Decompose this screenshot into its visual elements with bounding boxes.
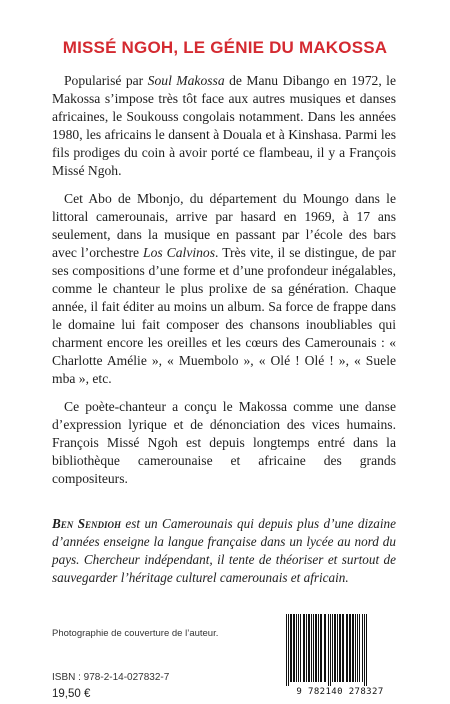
barcode-bar <box>349 614 351 682</box>
barcode-bar <box>339 614 341 682</box>
barcode-bar <box>288 614 289 686</box>
barcode-bars <box>280 614 400 686</box>
barcode-bar <box>290 614 292 682</box>
barcode <box>280 614 400 698</box>
paragraph-2 <box>52 190 396 388</box>
barcode-bar <box>320 614 322 682</box>
barcode-bar <box>293 614 295 682</box>
paragraph-1-rest: de Manu Dibango en 1972, le Makossa s’impose très tôt face aux autres musiques et danses africaines, le Soukouss congolais notamment. Dans les années 1980, les africains le dansent à Douala et à Kinshasa. Parmi les fils prodiges du coin à avoir porté ce flambeau, il y a François Missé Ngoh. <box>52 73 396 178</box>
book-title: MISSÉ NGOH, LE GÉNIE DU MAKOSSA <box>62 38 388 57</box>
summary-text <box>52 72 396 488</box>
barcode-bar <box>306 614 307 682</box>
barcode-bar <box>324 614 326 682</box>
barcode-number: 9 782140 278327 <box>296 687 384 697</box>
band-name-los-calvinos: Los Calvinos <box>143 245 216 260</box>
barcode-bar <box>342 614 344 682</box>
barcode-bar <box>364 614 365 686</box>
paragraph-2-intro: Cet Abo de Mbonjo, du département du Moungo dans le littoral camerounais, arrive par hasard en 1969, à 17 ans seulement, dans la musique en passant par l’école des bars avec l’orchestre <box>52 191 396 260</box>
barcode-bar <box>315 614 317 682</box>
paragraph-2-rest: . Très vite, il se distingue, de par ses compositions d’une forme et d’une profondeur inégalables, comme le chanteur le plus prolixe de sa génération. Chaque année, il fait éditer au moins un album. Sa force de frappe dans le domaine lui fait composer des chansons inoubliables qui charment encore les oreilles et les cœurs des Camerounais : « Charlotte Amélie », « Muembolo », « Olé ! Olé ! », « Suele mba », etc. <box>52 245 396 386</box>
barcode-bar <box>308 614 310 682</box>
barcode-bar <box>362 614 363 682</box>
barcode-bar <box>318 614 319 682</box>
isbn: ISBN : 978-2-14-027832-7 <box>52 672 170 683</box>
barcode-bar <box>330 614 331 686</box>
barcode-bar <box>359 614 360 682</box>
barcode-bar <box>346 614 348 682</box>
barcode-bar <box>286 614 287 686</box>
paragraph-1-intro: Popularisé par <box>64 73 148 88</box>
barcode-bar <box>300 614 301 682</box>
author-bio <box>52 515 396 587</box>
barcode-bar <box>357 614 358 682</box>
price: 19,50 € <box>52 688 91 700</box>
barcode-bar <box>313 614 314 682</box>
song-title-soul-makossa: Soul Makossa <box>147 73 225 88</box>
barcode-bar <box>366 614 367 686</box>
barcode-bar <box>298 614 299 682</box>
author-bio-text: est un Camerounais qui depuis plus d’une dizaine d’années enseigne la langue française dans un lycée au nord du pays. Chercheur indépendant, il tente de théoriser et surtout de sauvegarder l’héritage culturel camerounais et africain. <box>52 516 396 585</box>
paragraph-3: Ce poète-chanteur a conçu le Makossa comme une danse d’expression lyrique et de dénonciation des vices humains. François Missé Ngoh est depuis longtemps entré dans la bibliothèque camerounaise et africaine des grands compositeurs. <box>52 399 396 486</box>
barcode-bar <box>303 614 305 682</box>
paragraph-1 <box>52 72 396 180</box>
barcode-bar <box>355 614 356 682</box>
author-name <box>52 516 121 531</box>
author-name-text: Ben Sendioh <box>52 516 122 531</box>
barcode-bar <box>296 614 297 682</box>
barcode-bar <box>332 614 333 682</box>
barcode-bar <box>337 614 338 682</box>
barcode-bar <box>352 614 354 682</box>
barcode-bar <box>334 614 336 682</box>
barcode-bar <box>328 614 329 686</box>
barcode-bar <box>311 614 312 682</box>
photo-credit: Photographie de couverture de l’auteur. <box>52 628 219 639</box>
